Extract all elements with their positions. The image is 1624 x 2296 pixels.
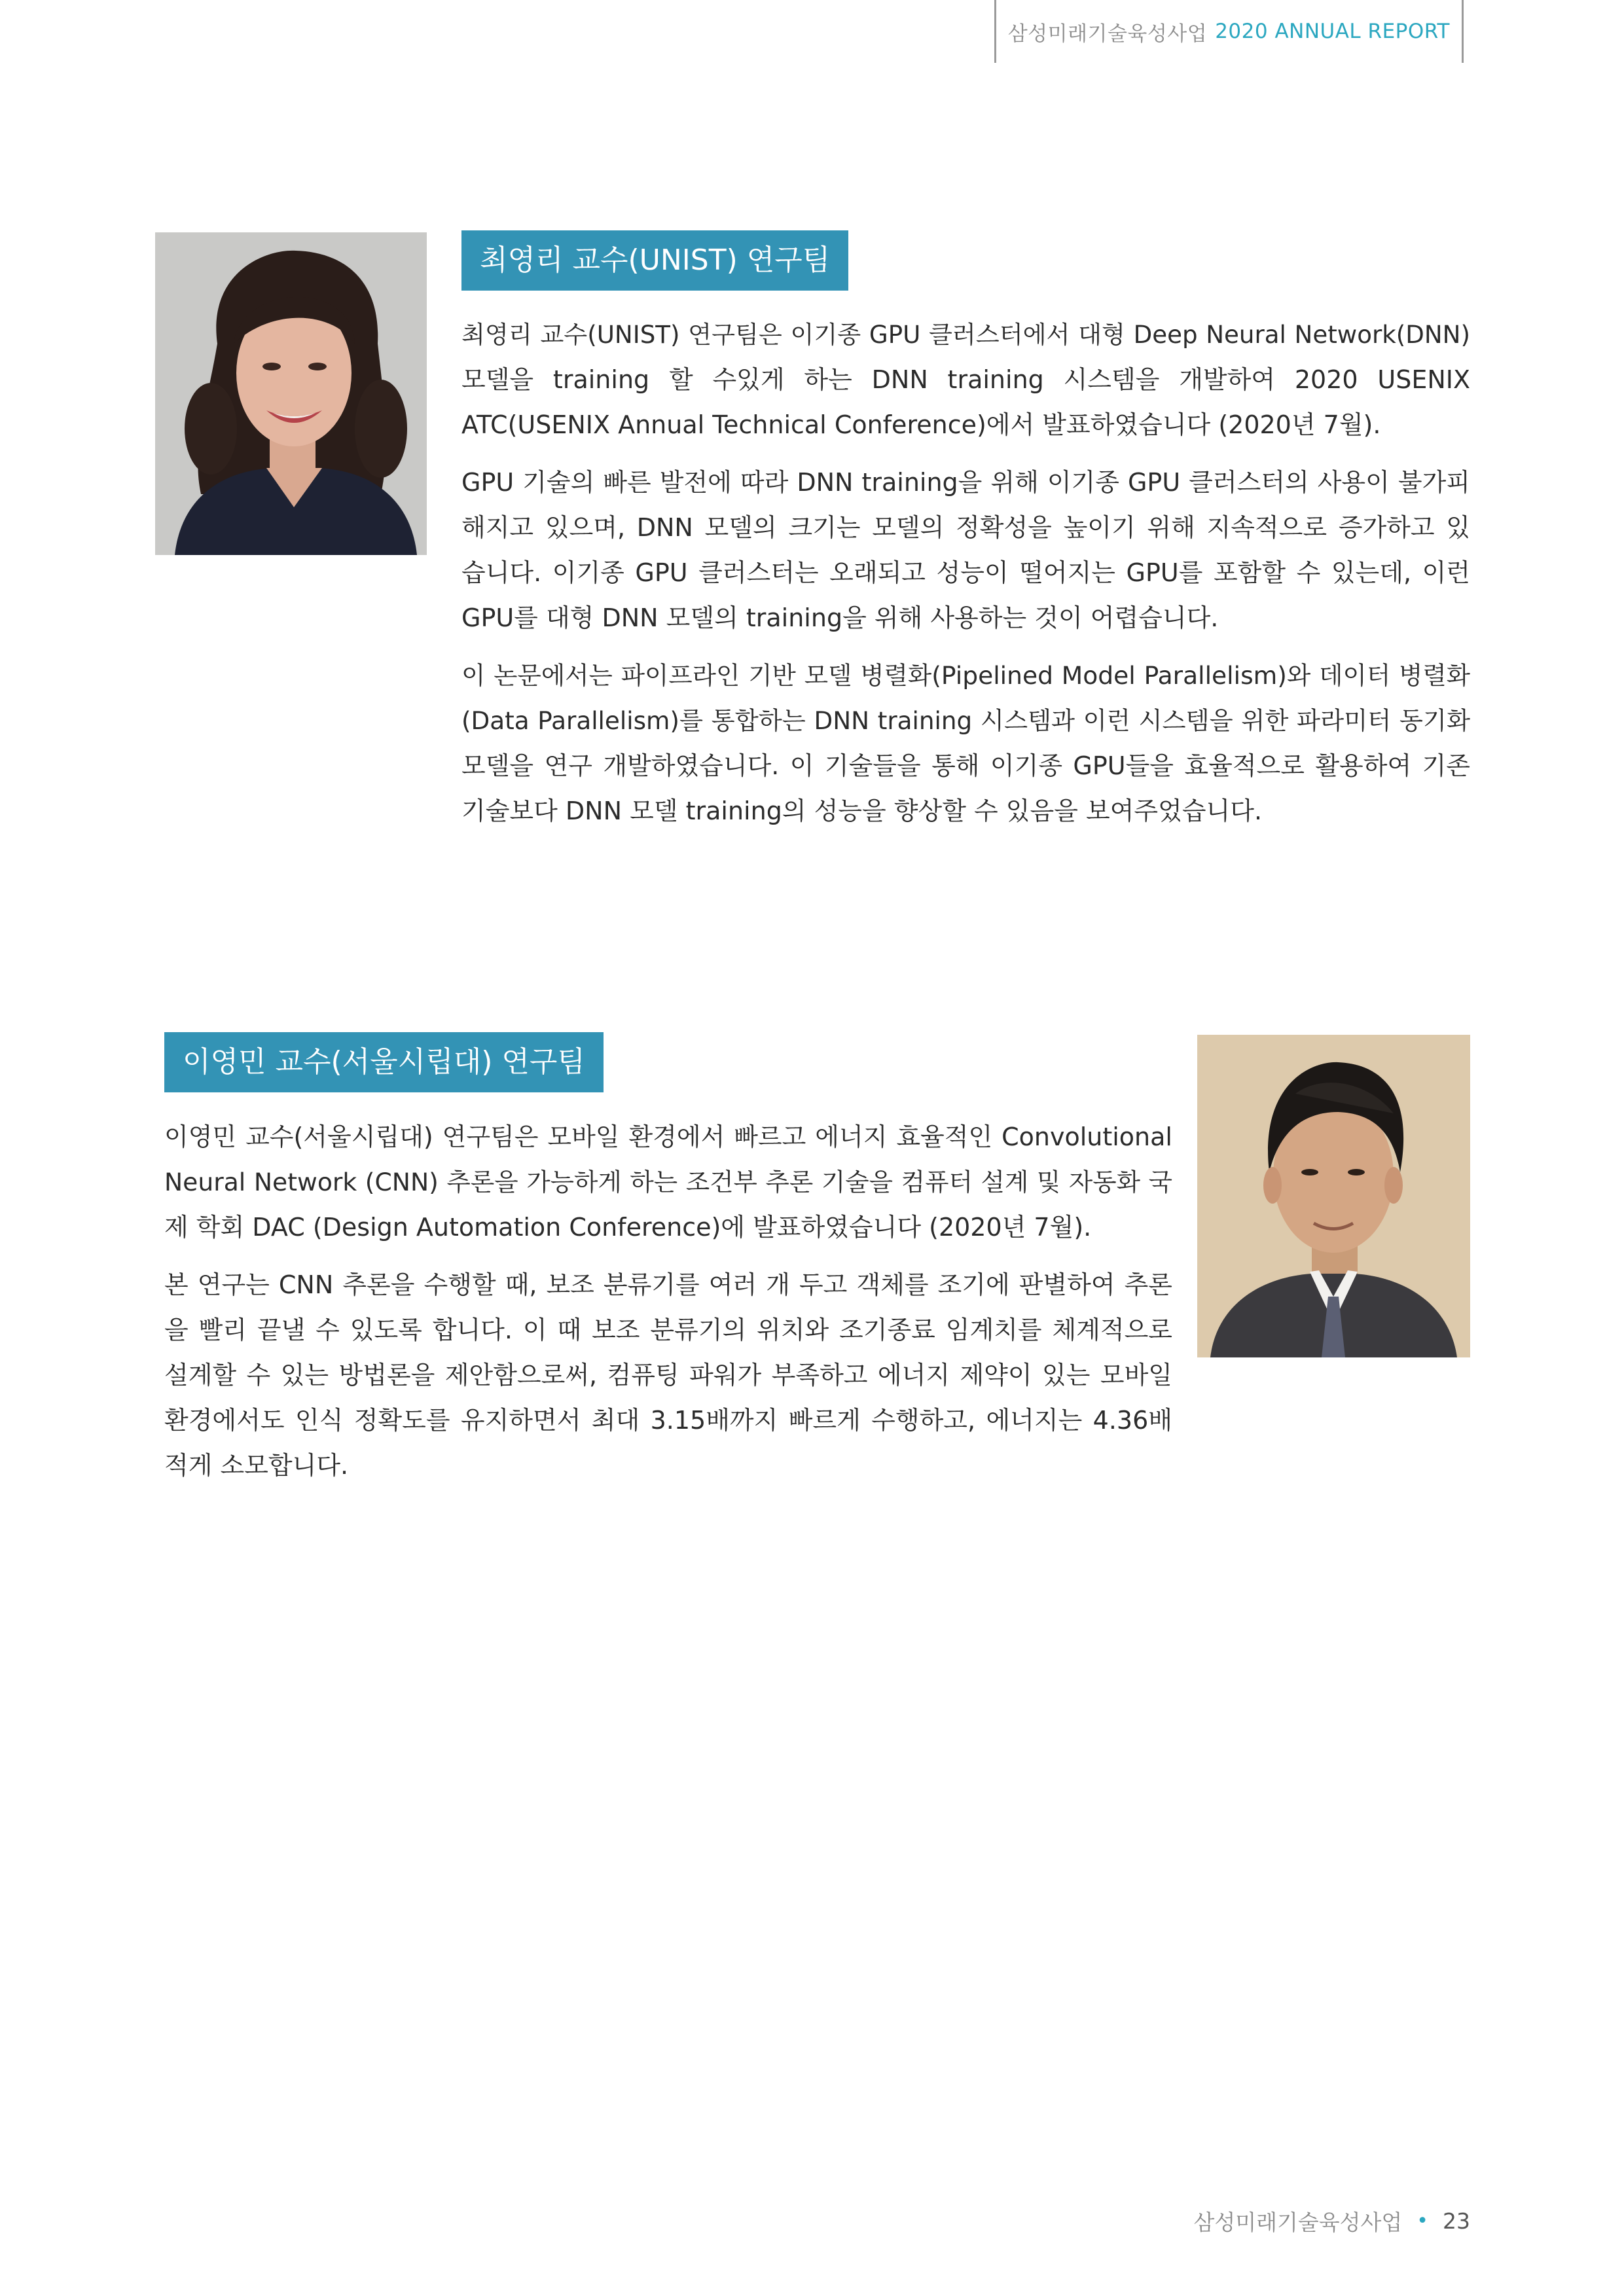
portrait-photo-lee [1197, 1035, 1470, 1357]
paragraph [461, 653, 1470, 834]
page-footer [1194, 2206, 1470, 2236]
text-line: 최영리 교수(UNIST) 연구팀은 이기종 GPU 클러스터에서 대형 Deep Neural Network(DNN) [461, 320, 1470, 349]
text-line: 본 연구는 CNN 추론을 수행할 때, 보조 분류기를 여러 개 두고 객체를 조기에 판별하여 추론 [164, 1270, 1172, 1299]
paragraph [461, 460, 1470, 641]
portrait-photo-choi [155, 232, 427, 555]
footer-bullet: • [1416, 2210, 1428, 2233]
paragraph [164, 1263, 1172, 1488]
header-org: 삼성미래기술육성사업 [1007, 22, 1208, 46]
page-number: 23 [1443, 2208, 1470, 2234]
text-line: 을 빨리 끝낼 수 있도록 합니다. 이 때 보조 분류기의 위치와 조기종료 임계치를 체계적으로 [164, 1316, 1172, 1344]
text-line: Neural Network (CNN) 추론을 가능하게 하는 조건부 추론 기술을 컴퓨터 설계 및 자동화 국 [164, 1168, 1172, 1196]
footer-org: 삼성미래기술육성사업 [1193, 2210, 1403, 2235]
section-title-lee-team: 이영민 교수(서울시립대) 연구팀 [164, 1032, 604, 1092]
paragraph [164, 1115, 1172, 1250]
text-line: (Data Parallelism)를 통합하는 DNN training 시스템과 이런 시스템을 위한 파라미터 동기화 [461, 706, 1470, 735]
section-body-lee-team [164, 1115, 1172, 1501]
text-line: GPU를 대형 DNN 모델의 training을 위해 사용하는 것이 어렵습니다. [461, 603, 1219, 632]
text-line: 제 학회 DAC (Design Automation Conference)에 발표하였습니다 (2020년 7월). [164, 1213, 1092, 1242]
text-line: 습니다. 이기종 GPU 클러스터는 오래되고 성능이 떨어지는 GPU를 포함할 수 있는데, 이런 [461, 558, 1470, 587]
text-line: 이영민 교수(서울시립대) 연구팀은 모바일 환경에서 빠르고 에너지 효율적인 Convolutional [164, 1122, 1172, 1151]
text-line: 이 논문에서는 파이프라인 기반 모델 병렬화(Pipelined Model Parallelism)와 데이터 병렬화 [461, 661, 1470, 690]
text-line: 모델을 연구 개발하였습니다. 이 기술들을 통해 이기종 GPU들을 효율적으로 활용하여 기존 [461, 751, 1470, 780]
text-line: 설계할 수 있는 방법론을 제안함으로써, 컴퓨팅 파워가 부족하고 에너지 제약이 있는 모바일 [164, 1361, 1172, 1390]
text-line: ATC(USENIX Annual Technical Conference)에서 발표하였습니다 (2020년 7월). [461, 410, 1381, 439]
running-header [994, 0, 1464, 63]
text-line: 해지고 있으며, DNN 모델의 크기는 모델의 정확성을 높이기 위해 지속적으로 증가하고 있 [461, 513, 1470, 542]
text-line: 기술보다 DNN 모델 training의 성능을 향상할 수 있음을 보여주었습니다. [461, 797, 1263, 825]
section-body-choi-team [461, 312, 1470, 846]
text-line: 모델을 training 할 수있게 하는 DNN training 시스템을 개발하여 2020 USENIX [461, 365, 1470, 394]
section-title-choi-team: 최영리 교수(UNIST) 연구팀 [461, 230, 848, 291]
paragraph [461, 312, 1470, 448]
text-line: 환경에서도 인식 정확도를 유지하면서 최대 3.15배까지 빠르게 수행하고, 에너지는 4.36배 [164, 1406, 1172, 1435]
text-line: GPU 기술의 빠른 발전에 따라 DNN training을 위해 이기종 GPU 클러스터의 사용이 불가피 [461, 468, 1470, 497]
header-report-title: 2020 ANNUAL REPORT [1215, 20, 1450, 43]
text-line: 적게 소모합니다. [164, 1451, 349, 1480]
